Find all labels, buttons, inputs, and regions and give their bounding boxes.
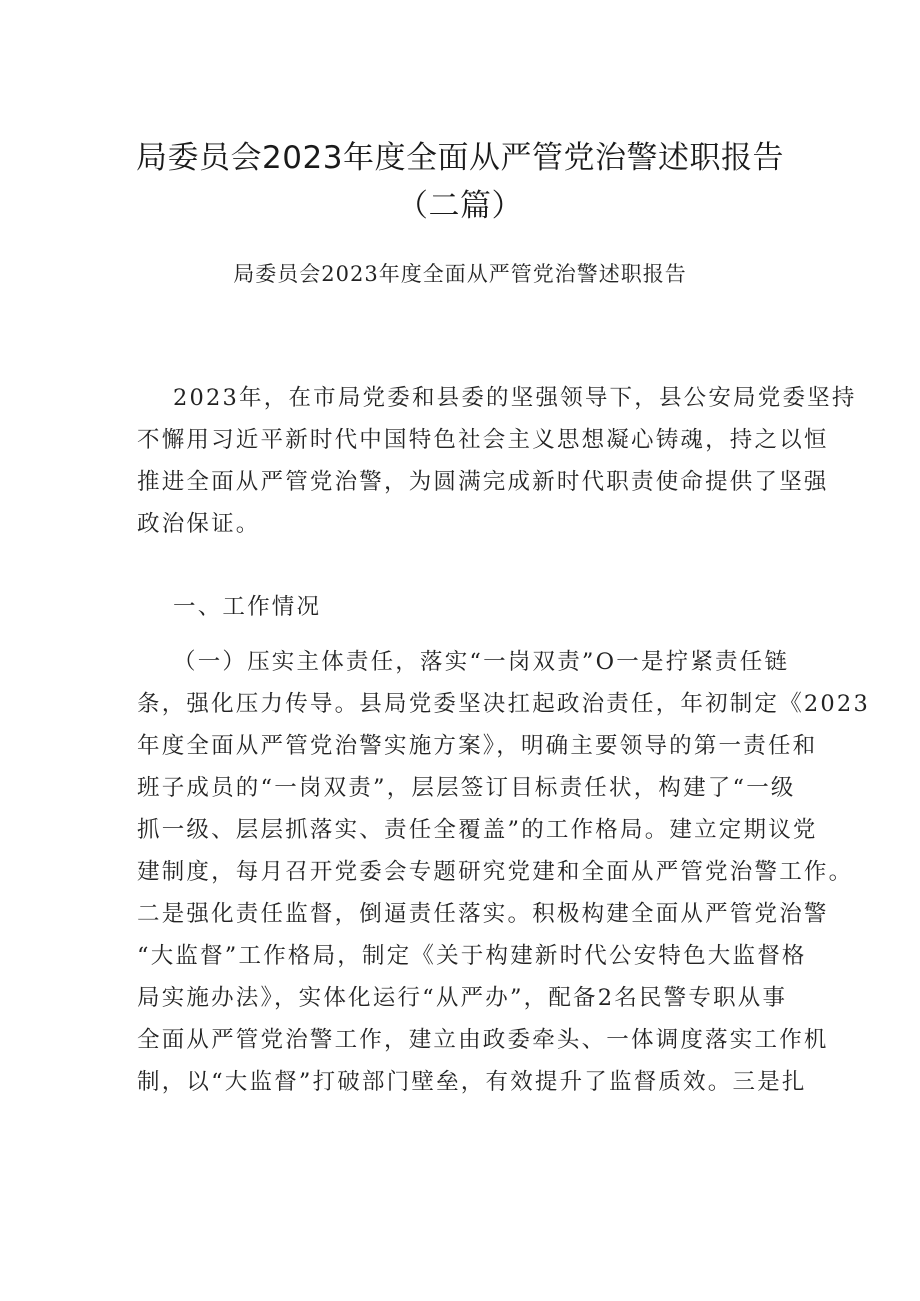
- paragraph-line: 政治保证。: [137, 511, 261, 537]
- section-heading: [137, 586, 797, 628]
- document-title-part-count: （二篇）: [397, 188, 523, 224]
- document-title: 局委员会2023年度全面从严管党治警述职报告: [136, 140, 784, 176]
- paragraph-line: 制，以“大监督”打破部门壁垒，有效提升了监督质效。三是扎: [137, 1069, 807, 1095]
- section-paragraph: [137, 641, 870, 1103]
- paragraph-line: “大监督”工作格局，制定《关于构建新时代公安特色大监督格: [137, 943, 807, 969]
- paragraph-line: 年度全面从严管党治警实施方案》，明确主要领导的第一责任和: [137, 733, 818, 759]
- paragraph-line: 建制度，每月召开党委会专题研究党建和全面从严管党治警工作。: [137, 859, 854, 885]
- section-heading-text: 一、工作情况: [173, 594, 322, 620]
- paragraph-line: 2023年，在市局党委和县委的坚强领导下，县公安局党委坚持: [173, 385, 857, 411]
- intro-paragraph: [137, 377, 857, 545]
- paragraph-line: 条，强化压力传导。县局党委坚决扛起政治责任，年初制定《2023: [137, 691, 870, 717]
- paragraph-line: 局实施办法》，实体化运行“从严办”，配备2名民警专职从事: [137, 985, 788, 1011]
- paragraph-line: 推进全面从严管党治警，为圆满完成新时代职责使命提供了坚强: [137, 469, 829, 495]
- paragraph-line: 全面从严管党治警工作，建立由政委牵头、一体调度落实工作机: [137, 1027, 829, 1053]
- paragraph-line: （一）压实主体责任，落实“一岗双责”O一是拧紧责任链: [173, 649, 790, 675]
- report-subtitle: 局委员会2023年度全面从严管党治警述职报告: [233, 262, 687, 286]
- paragraph-line: 班子成员的“一岗双责”，层层签订目标责任状，构建了“一级: [137, 775, 796, 801]
- paragraph-line: 不懈用习近平新时代中国特色社会主义思想凝心铸魂，持之以恒: [137, 427, 829, 453]
- paragraph-line: 二是强化责任监督，倒逼责任落实。积极构建全面从严管党治警: [137, 901, 829, 927]
- paragraph-line: 抓一级、层层抓落实、责任全覆盖”的工作格局。建立定期议党: [137, 817, 818, 843]
